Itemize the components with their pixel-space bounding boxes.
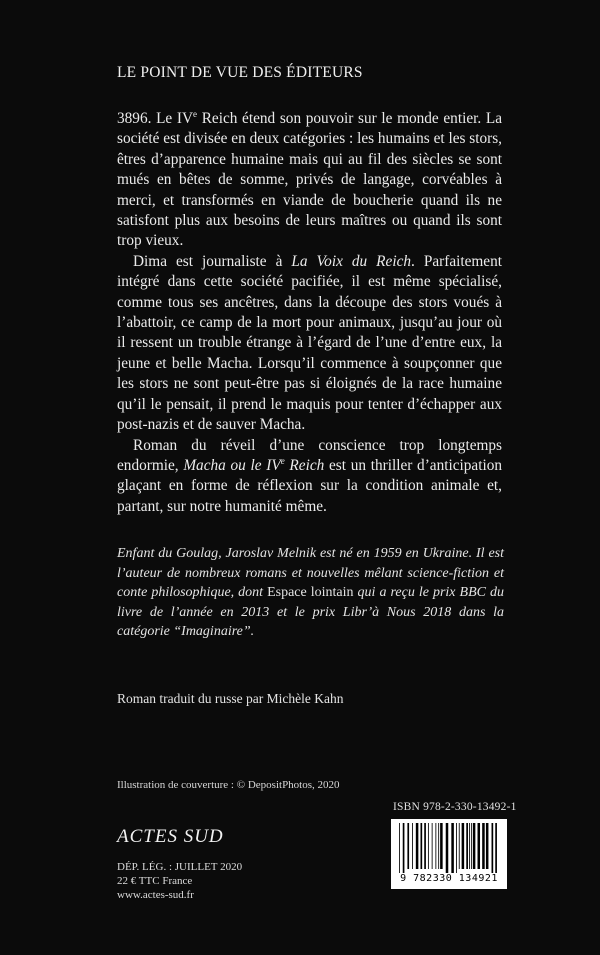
- price: 22 € TTC France: [117, 875, 193, 887]
- barcode-bar: [432, 823, 433, 869]
- summary-paragraph-1: [117, 109, 502, 252]
- summary-paragraph-3: [117, 436, 502, 518]
- summary-paragraph-2: [117, 252, 502, 436]
- barcode-bar: [486, 823, 489, 869]
- text: 3896. Le IV: [117, 110, 194, 127]
- section-heading: LE POINT DE VUE DES ÉDITEURS: [117, 64, 363, 81]
- barcode-bar: [440, 823, 443, 869]
- barcode-bar: [438, 823, 439, 869]
- website: www.actes-sud.fr: [117, 889, 194, 901]
- legal-deposit: DÉP. LÉG. : JUILLET 2020: [117, 861, 243, 873]
- barcode: [391, 819, 507, 889]
- book-title: [183, 457, 324, 474]
- barcode-number: 9 782330 134921: [400, 873, 498, 884]
- barcode-bar: [446, 823, 449, 873]
- text: Reich étend son pouvoir sur le monde entier. La société est divisée en deux catégories : les humains et les stors, êtres d’apparence humaine mais qui au fil des siècles se sont mués en bêtes de somme, privés de langage, corvéables à merci, et transformés en viande de boucherie quand ils ne satisfont plus aux besoins de leurs maîtres ou quand ils sont trop vieux.: [117, 110, 502, 250]
- barcode-bars: [399, 823, 499, 873]
- book-summary: [117, 109, 502, 517]
- barcode-bar: [420, 823, 422, 869]
- translator-credit: Roman traduit du russe par Michèle Kahn: [117, 691, 344, 706]
- text: Enfant du Goulag, Jaroslav Melnik est né en 1959 en Ukraine. Il est l’auteur de nombreux romans et nouvelles mêlant science-fiction et conte philosophique, dont: [117, 546, 504, 601]
- barcode-bar: [435, 823, 436, 869]
- barcode-bar: [451, 823, 454, 873]
- barcode-bar: [424, 823, 426, 869]
- barcode-bar: [416, 823, 419, 869]
- text: Macha ou le IV: [183, 456, 281, 474]
- barcode-bar: [399, 823, 400, 873]
- barcode-bar: [495, 823, 497, 873]
- text: Dima est journaliste à: [133, 252, 292, 270]
- newspaper-title: La Voix du Reich: [291, 252, 412, 270]
- barcode-bar: [407, 823, 409, 869]
- superscript: e: [280, 455, 285, 466]
- barcode-bar: [459, 823, 460, 869]
- text: est un thriller d’anticipation glaçant en forme de réflexion sur la condition animale et, partant, sur notre humanité même.: [117, 456, 502, 515]
- barcode-bar: [482, 823, 485, 869]
- barcode-bar: [403, 823, 405, 873]
- barcode-bar: [473, 823, 476, 869]
- book-title: Espace lointain: [267, 585, 354, 601]
- barcode-bar: [428, 823, 429, 869]
- barcode-bar: [478, 823, 481, 869]
- legal-info: [117, 860, 242, 902]
- publisher-logo: ACTES SUD: [117, 826, 224, 847]
- text: Roman du réveil d’une conscience trop longtemps endormie,: [117, 436, 502, 474]
- barcode-bar: [456, 823, 457, 873]
- text: qui a reçu le prix BBC du livre de l’année en 2013 et le prix Libr’à Nous 2018 dans la catégorie “Imaginaire”.: [117, 585, 504, 640]
- superscript: e: [193, 108, 198, 119]
- barcode-bar: [492, 823, 494, 873]
- barcode-bar: [471, 823, 472, 869]
- author-bio: [117, 544, 504, 642]
- illustration-credit: Illustration de couverture : © DepositPhotos, 2020: [117, 779, 340, 791]
- barcode-bar: [462, 823, 465, 869]
- barcode-bar: [466, 823, 468, 869]
- barcode-bar: [412, 823, 413, 869]
- barcode-bar: [469, 823, 470, 869]
- isbn: ISBN 978-2-330-13492-1: [393, 801, 517, 813]
- text: . Parfaitement intégré dans cette société pacifiée, il est même spécialisé, comme tous ses ancêtres, dans la découpe des stors voués à l’abattoir, ce camp de la mort pour animaux, jusqu’au jour où il ressent un trouble étrange à l’égard de l’une d’entre eux, la jeune et belle Macha. Lorsqu’il commence à soupçonner que les stors ne sont peut-être pas si éloignés de la race humaine qu’il le pensait, il prend le maquis pour tenter d’échapper aux post-nazis et de sauver Macha.: [117, 252, 502, 434]
- text: Reich: [284, 456, 325, 474]
